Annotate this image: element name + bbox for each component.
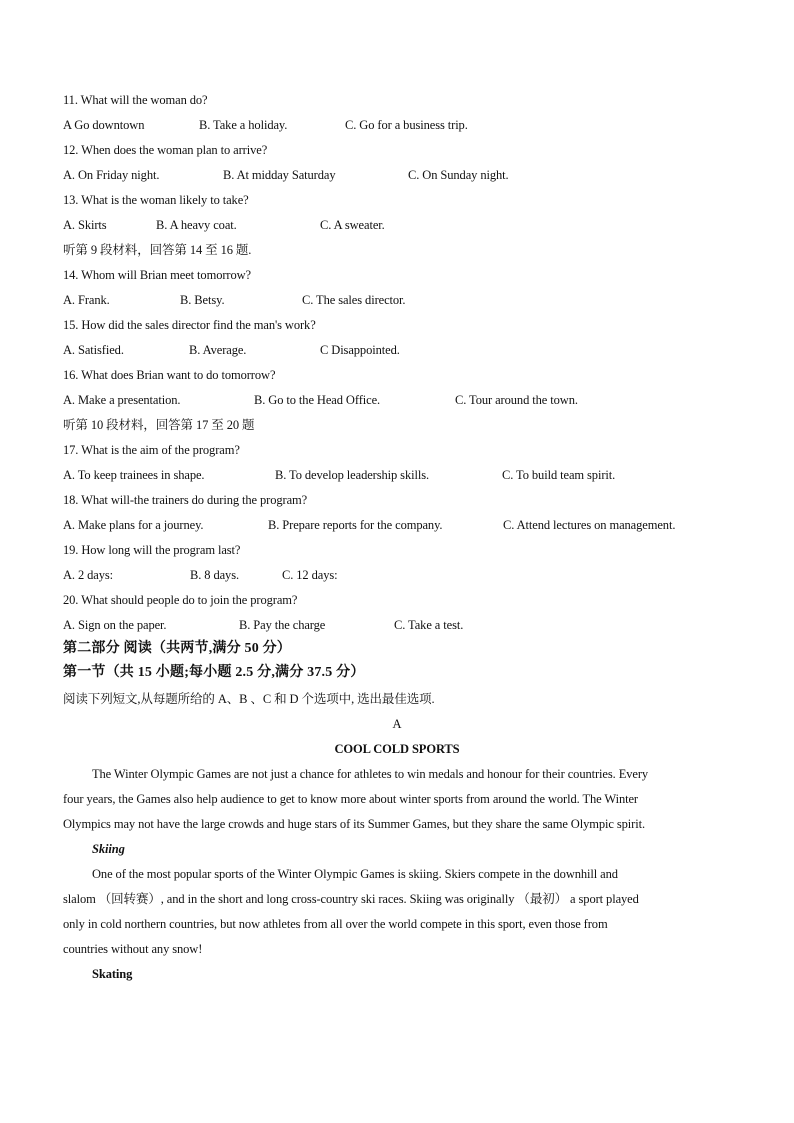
question-19: 19. How long will the program last? <box>63 543 241 557</box>
question-14: 14. Whom will Brian meet tomorrow? <box>63 268 252 282</box>
paragraph-line: The Winter Olympic Games are not just a chance for athletes to win medals and honour for their countries. Every <box>92 767 649 781</box>
question-16: 16. What does Brian want to do tomorrow? <box>63 368 276 382</box>
passage-title: COOL COLD SPORTS <box>334 742 460 756</box>
option-a: A. Sign on the paper. <box>63 618 167 632</box>
option-c: C. 12 days: <box>282 568 338 582</box>
options-18 <box>63 517 763 533</box>
option-c: C. Attend lectures on management. <box>503 518 676 532</box>
option-a: A Go downtown <box>63 118 145 132</box>
option-c: C. A sweater. <box>320 218 385 232</box>
subheading-skiing: Skiing <box>92 842 125 856</box>
option-c: C. Tour around the town. <box>455 393 578 407</box>
option-b: B. Take a holiday. <box>199 118 288 132</box>
option-a: A. To keep trainees in shape. <box>63 468 205 482</box>
option-b: B. At midday Saturday <box>223 168 336 182</box>
paragraph-line: Olympics may not have the large crowds and huge stars of its Summer Games, but they share the same Olympic spirit. <box>63 817 645 831</box>
options-12 <box>63 167 763 183</box>
option-c: C. To build team spirit. <box>502 468 616 482</box>
option-c: C Disappointed. <box>320 343 400 357</box>
option-a: A. Frank. <box>63 293 110 307</box>
option-c: C. The sales director. <box>302 293 406 307</box>
question-11: 11. What will the woman do? <box>63 93 208 107</box>
options-14 <box>63 292 763 308</box>
option-c: C. Go for a business trip. <box>345 118 468 132</box>
question-12: 12. When does the woman plan to arrive? <box>63 143 268 157</box>
section-title: 第一节（共 15 小题;每小题 2.5 分,满分 37.5 分） <box>63 665 365 680</box>
option-a: A. 2 days: <box>63 568 114 582</box>
paragraph-line: four years, the Games also help audience to get to know more about winter sports from around the world. The Winter <box>63 792 638 806</box>
listening-instruction: 听第 9 段材料，回答第 14 至 16 题. <box>63 243 252 257</box>
option-b: B. A heavy coat. <box>156 218 237 232</box>
option-b: B. Prepare reports for the company. <box>268 518 443 532</box>
option-b: B. Betsy. <box>180 293 225 307</box>
option-b: B. Pay the charge <box>239 618 326 632</box>
option-b: B. Average. <box>189 343 247 357</box>
paragraph-line: countries without any snow! <box>63 942 203 956</box>
question-15: 15. How did the sales director find the man's work? <box>63 318 316 332</box>
options-16 <box>63 392 763 408</box>
passage-letter: A <box>392 717 402 731</box>
paragraph-line: One of the most popular sports of the Winter Olympic Games is skiing. Skiers compete in the downhill and <box>92 867 618 881</box>
options-20 <box>63 617 763 633</box>
question-20: 20. What should people do to join the program? <box>63 593 298 607</box>
option-a: A. Make a presentation. <box>63 393 181 407</box>
option-b: B. Go to the Head Office. <box>254 393 381 407</box>
reading-directions: 阅读下列短文,从每题所给的 A、B 、C 和 D 个选项中, 选出最佳选项. <box>63 692 435 706</box>
subheading-skating: Skating <box>92 967 133 981</box>
options-13 <box>63 217 763 233</box>
option-b: B. 8 days. <box>190 568 240 582</box>
paragraph-line: slalom （回转赛）, and in the short and long cross-country ski races. Skiing was originally （最初） a sport played <box>63 892 639 906</box>
options-11 <box>63 117 763 133</box>
option-a: A. Make plans for a journey. <box>63 518 204 532</box>
option-b: B. To develop leadership skills. <box>275 468 430 482</box>
paragraph-line: only in cold northern countries, but now athletes from all over the world compete in this sport, even those from <box>63 917 608 931</box>
option-a: A. Satisfied. <box>63 343 124 357</box>
option-a: A. On Friday night. <box>63 168 160 182</box>
options-19 <box>63 567 763 583</box>
part-title: 第二部分 阅读（共两节,满分 50 分） <box>63 641 291 656</box>
question-18: 18. What will-the trainers do during the program? <box>63 493 308 507</box>
option-a: A. Skirts <box>63 218 107 232</box>
question-17: 17. What is the aim of the program? <box>63 443 240 457</box>
listening-instruction: 听第 10 段材料，回答第 17 至 20 题 <box>63 418 255 432</box>
option-c: C. Take a test. <box>394 618 464 632</box>
option-c: C. On Sunday night. <box>408 168 509 182</box>
options-17 <box>63 467 763 483</box>
question-13: 13. What is the woman likely to take? <box>63 193 249 207</box>
options-15 <box>63 342 763 358</box>
